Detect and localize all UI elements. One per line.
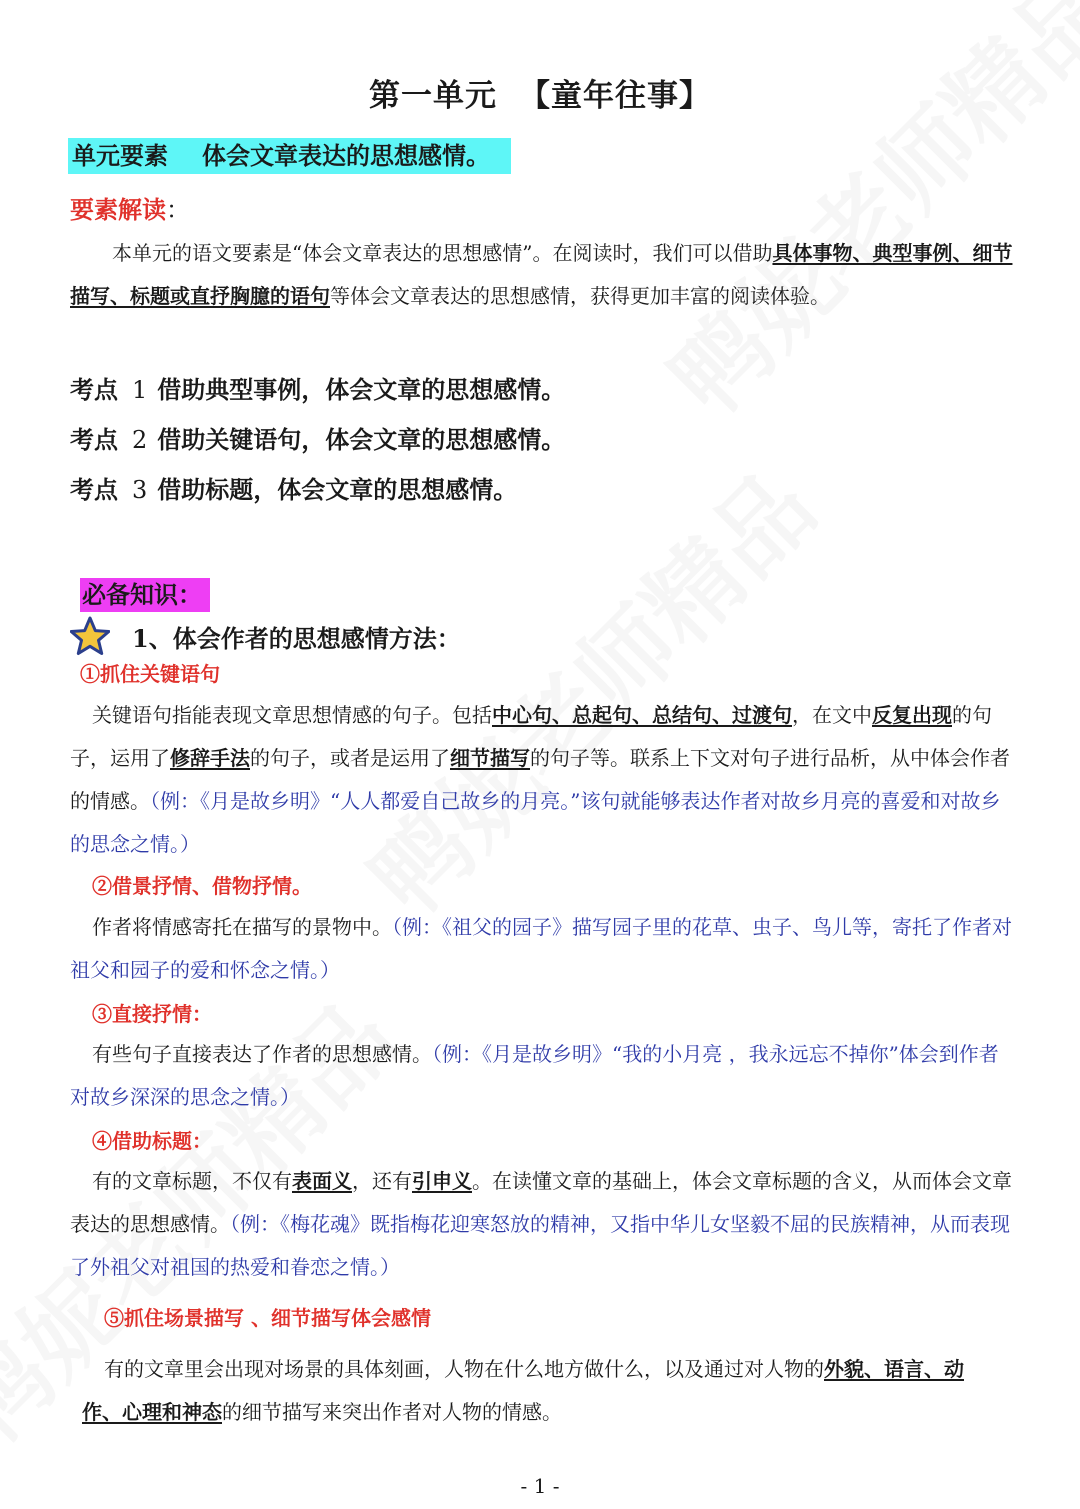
method-4-paragraph: 有的文章标题，不仅有表面义，还有引申义。在读懂文章的基础上，体会文章标题的含义，从而体会文章表达的思想感情。（例：《梅花魂》既指梅花迎寒怒放的精神，又指中华儿女坚毅不屈的民族精神，从而表现了外祖父对祖国的热爱和眷恋之情。） xyxy=(70,1169,1012,1279)
key-methods: 具体事物、典型事例、细节描写、标题或直抒胸臆的语句 xyxy=(70,241,1013,308)
unit-topic: 【童年往事】 xyxy=(519,78,711,114)
element-reading-paragraph: 本单元的语文要素是“体会文章表达的思想感情”。在阅读时，我们可以借助具体事物、典型事例、细节描写、标题或直抒胸臆的语句等体会文章表达的思想感情，获得更加丰富的阅读体验。 xyxy=(70,241,1013,308)
page-title xyxy=(0,70,1080,115)
method-2-heading: ②借景抒情、借物抒情。 xyxy=(92,874,312,898)
unit-requirement-text: 体会文章表达的思想感情。 xyxy=(202,141,490,170)
element-reading-heading: 要素解读： xyxy=(70,195,190,224)
method-2-example: （例：《祖父的园子》描写园子里的花草、虫子、鸟儿等，寄托了作者对祖父和园子的爱和怀念之情。） xyxy=(70,915,1012,982)
method-1-paragraph: 关键语句指能表现文章思想情感的句子。包括中心句、总起句、总结句、过渡句，在文中反复出现的句子，运用了修辞手法的句子，或者是运用了细节描写的句子等。联系上下文对句子进行品析，从中体会作者的情感。（例：《月是故乡明》“人人都爱自己故乡的月亮。”该句就能够表达作者对故乡月亮的喜爱和对故乡的思念之情。） xyxy=(70,703,1010,856)
page-number: - 1 - xyxy=(520,1474,560,1498)
method-4-example: （例：《梅花魂》既指梅花迎寒怒放的精神，又指中华儿女坚毅不屈的民族精神，从而表现了外祖父对祖国的热爱和眷恋之情。） xyxy=(70,1212,1010,1279)
method-5-paragraph: 有的文章里会出现对场景的具体刻画，人物在什么地方做什么，以及通过对人物的外貌、语言、动作、心理和神态的细节描写来突出作者对人物的情感。 xyxy=(82,1357,964,1424)
method-4-heading: ④借助标题： xyxy=(92,1129,212,1153)
method-1-example: （例：《月是故乡明》“人人都爱自己故乡的月亮。”该句就能够表达作者对故乡月亮的喜爱和对故乡的思念之情。） xyxy=(70,789,1001,856)
required-knowledge-label: 必备知识： xyxy=(80,578,210,612)
method-title: 1、体会作者的思想感情方法： xyxy=(132,623,461,653)
watermark xyxy=(636,0,1080,441)
method-3-paragraph: 有些句子直接表达了作者的思想感情。（例：《月是故乡明》“我的小月亮 ，我永远忘不掉你”体会到作者对故乡深深的思念之情。） xyxy=(70,1042,999,1109)
exam-point-2: 考点 2 借助关键语句，体会文章的思想感情。 xyxy=(70,425,566,454)
method-section-heading xyxy=(70,616,461,656)
exam-point-1: 考点 1 借助典型事例，体会文章的思想感情。 xyxy=(70,375,566,404)
unit-requirement-banner xyxy=(68,138,511,174)
element-reading-label: 要素解读 xyxy=(70,195,166,224)
method-5-heading: ⑤抓住场景描写 、细节描写体会感情 xyxy=(104,1306,431,1330)
method-3-example: （例：《月是故乡明》“我的小月亮 ，我永远忘不掉你”体会到作者对故乡深深的思念之情。） xyxy=(70,1042,999,1109)
exam-point-3: 考点 3 借助标题，体会文章的思想感情。 xyxy=(70,475,518,504)
method-3-heading: ③直接抒情： xyxy=(92,1002,212,1026)
method-2-paragraph: 作者将情感寄托在描写的景物中。（例：《祖父的园子》描写园子里的花草、虫子、鸟儿等，寄托了作者对祖父和园子的爱和怀念之情。） xyxy=(70,915,1012,982)
unit-title: 第一单元 xyxy=(369,78,497,114)
unit-requirement-label: 单元要素 xyxy=(72,141,168,170)
method-1-heading: ①抓住关键语句 xyxy=(80,662,220,686)
star-icon xyxy=(70,616,110,656)
